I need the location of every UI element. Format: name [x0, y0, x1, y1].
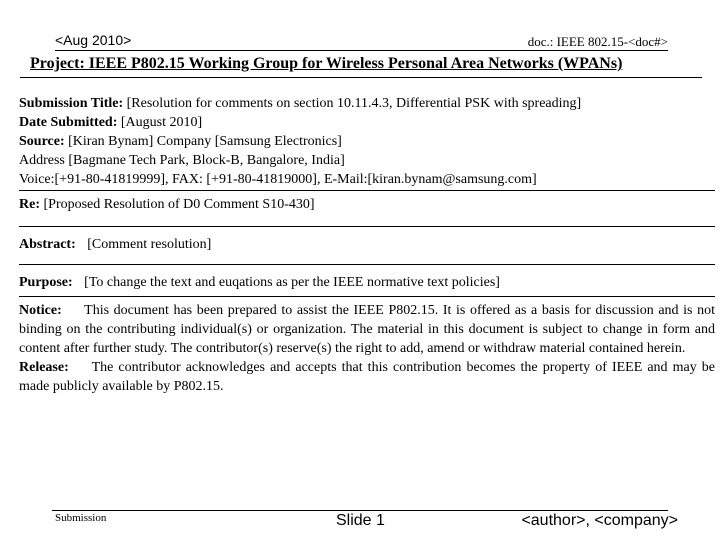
purpose-label: Purpose: [19, 275, 73, 290]
date-submitted-value: [August 2010] [120, 115, 203, 130]
section-rule [19, 264, 715, 265]
footer-slide-number: Slide 1 [336, 512, 385, 529]
release-paragraph [19, 358, 715, 396]
section-rule [19, 226, 715, 227]
re-value: [Proposed Resolution of D0 Comment S10-430] [43, 197, 315, 212]
source-label: Source: [19, 134, 65, 149]
abstract-label: Abstract: [19, 237, 76, 252]
submission-title-value: [Resolution for comments on section 10.11.4.3, Differential PSK with spreading] [126, 96, 582, 111]
submission-title-label: Submission Title: [19, 96, 124, 111]
source-line [19, 132, 715, 151]
contact-line: Voice:[+91-80-41819999], FAX: [+91-80-41819000], E-Mail:[kiran.bynam@samsung.com] [19, 172, 537, 187]
header-date: <Aug 2010> [55, 32, 132, 48]
header-rule [55, 50, 668, 51]
release-text: The contributor acknowledges and accepts that this contribution becomes the property of IEEE and may be made publicly available by P802.15. [19, 360, 715, 394]
cover-body [19, 94, 715, 396]
footer-rule [52, 510, 668, 511]
purpose-line [19, 273, 715, 292]
source-value: [Kiran Bynam] Company [Samsung Electronics] [68, 134, 342, 149]
date-submitted-label: Date Submitted: [19, 115, 118, 130]
release-label: Release: [19, 360, 69, 375]
project-rule [20, 77, 702, 78]
purpose-value: [To change the text and euqations as per the IEEE normative text policies] [84, 275, 500, 290]
header-doc-number: doc.: IEEE 802.15-<doc#> [527, 34, 668, 49]
notice-label: Notice: [19, 303, 62, 318]
date-submitted-line [19, 113, 715, 132]
address-line: Address [Bagmane Tech Park, Block-B, Bangalore, India] [19, 153, 345, 168]
section-rule [19, 190, 715, 191]
abstract-line [19, 235, 715, 254]
footer-author: <author>, <company> [521, 512, 678, 529]
notice-paragraph [19, 301, 715, 358]
footer-submission: Submission [55, 512, 107, 524]
project-title: Project: IEEE P802.15 Working Group for Wireless Personal Area Networks (WPANs) [30, 55, 623, 72]
re-label: Re: [19, 197, 40, 212]
section-rule [19, 296, 715, 297]
re-line [19, 195, 715, 214]
abstract-value: [Comment resolution] [87, 237, 212, 252]
submission-title-line [19, 94, 715, 113]
notice-text: This document has been prepared to assist the IEEE P802.15. It is offered as a basis for discussion and is not binding on the contributing individual(s) or organization. The material in this document is subject to change in form and content after further study. The contributor(s) reserve(s) the right to add, amend or withdraw material contained herein. [19, 303, 716, 356]
